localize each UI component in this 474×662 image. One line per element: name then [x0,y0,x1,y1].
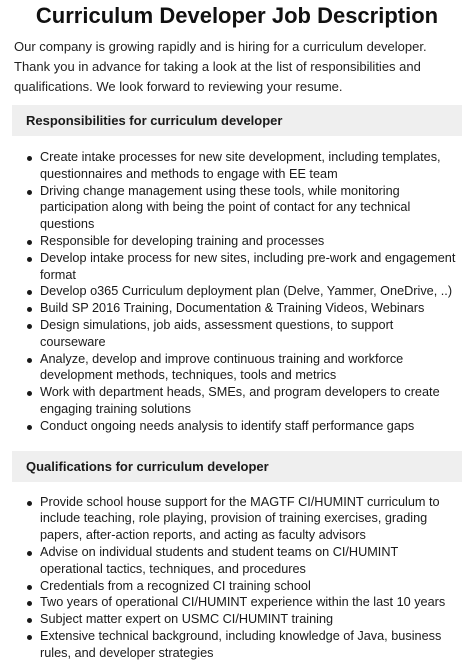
list-item [40,233,462,250]
bullet-icon [27,635,32,640]
bullet-icon [27,501,32,506]
list-item [40,283,462,300]
bullet-icon [27,585,32,590]
list-item [40,149,462,183]
bullet-icon [27,358,32,363]
bullet-icon [27,156,32,161]
list-item-text: Design simulations, job aids, assessment questions, to support courseware [40,317,394,349]
responsibilities-header: Responsibilities for curriculum developer [12,105,462,136]
list-item-text: Provide school house support for the MAGTF CI/HUMINT curriculum to include teaching, role playing, provision of training exercises, grading papers, after-action reports, and acting as faculty advisors [40,494,440,543]
bullet-icon [27,324,32,329]
bullet-icon [27,601,32,606]
bullet-icon [27,257,32,262]
list-item-text: Responsible for developing training and processes [40,233,325,248]
list-item-text: Two years of operational CI/HUMINT experience within the last 10 years [40,595,446,610]
bullet-icon [27,618,32,623]
qualifications-header: Qualifications for curriculum developer [12,451,462,482]
list-item-text: Extensive technical background, including knowledge of Java, business rules, and developer strategies [40,628,442,660]
list-item [40,611,462,628]
bullet-icon [27,307,32,312]
list-item [40,351,462,385]
list-item-text: Advise on individual students and student teams on CI/HUMINT operational tactics, techniques, and procedures [40,544,399,576]
list-item [40,384,462,418]
qualifications-list [12,494,462,662]
list-item [40,594,462,611]
responsibilities-list [12,149,462,435]
intro-paragraph: Our company is growing rapidly and is hiring for a curriculum developer. Thank you in advance for taking a look at the list of responsibilities and qualifications. We look forward to reviewing your resume. [14,39,427,94]
list-item [40,578,462,595]
list-item-text: Conduct ongoing needs analysis to identify staff performance gaps [40,418,415,433]
bullet-icon [27,425,32,430]
list-item-text: Build SP 2016 Training, Documentation & Training Videos, Webinars [40,301,425,316]
list-item [40,300,462,317]
list-item-text: Create intake processes for new site development, including templates, questionnaires and methods to engage with EE team [40,150,441,181]
list-item [40,418,462,435]
bullet-icon [27,391,32,396]
list-item-text: Driving change management using these tools, while monitoring participation along with being the point of contact for any technical questions [40,183,411,232]
list-item [40,250,462,284]
list-item [40,494,462,544]
list-item-text: Analyze, develop and improve continuous training and workforce development methods, techniques, tools and metrics [40,351,404,383]
list-item-text: Develop intake process for new sites, including pre-work and engagement format [40,250,456,282]
list-item-text: Work with department heads, SMEs, and program developers to create engaging training solutions [40,385,440,416]
list-item [40,544,462,578]
list-item [40,317,462,351]
bullet-icon [27,290,32,295]
list-item [40,628,462,662]
list-item-text: Develop o365 Curriculum deployment plan (Delve, Yammer, OneDrive, ..) [40,284,453,299]
list-item [40,183,462,233]
list-item-text: Credentials from a recognized CI training school [40,578,311,593]
list-item-text: Subject matter expert on USMC CI/HUMINT training [40,612,334,627]
page-title: Curriculum Developer Job Description [35,3,439,28]
bullet-icon [27,551,32,556]
bullet-icon [27,190,32,195]
bullet-icon [27,240,32,245]
